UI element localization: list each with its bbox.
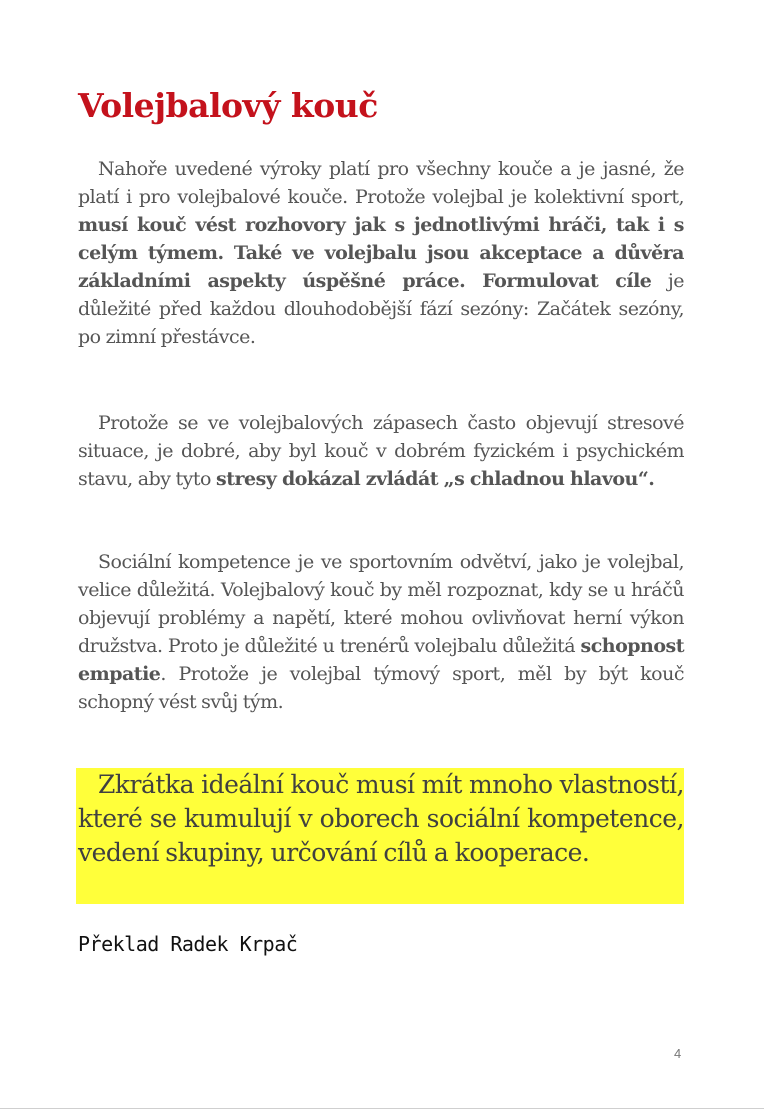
highlighted-summary: Zkrátka ideální kouč musí mít mnoho vlastností, které se kumulují v oborech sociální kompetence, vedení skupiny, určování cílů a kooperace.	[78, 770, 684, 867]
paragraph-3-text-2: . Protože je volejbal týmový sport, měl by být kouč schopný vést svůj tým.	[78, 663, 684, 713]
paragraph-2-text-1: Protože se ve volejbalových zápasech často objevují stresové situace, je dobré, aby byl kouč v dobrém fyzickém i psychickém stavu, aby tyto	[78, 412, 684, 490]
paragraph-1-text-2: je důležité před každou dlouhodobější fází sezóny: Začátek sezóny, po zimní přestávce.	[78, 270, 684, 348]
page-bottom-divider	[0, 1108, 764, 1109]
page-number: 4	[674, 1046, 682, 1061]
paragraph-2	[78, 409, 684, 493]
paragraph-3-bold-text: schopnost empatie	[78, 635, 684, 685]
paragraph-3-text-1: Sociální kompetence je ve sportovním odvětví, jako je volejbal, velice důležitá. Volejbalový kouč by měl rozpoznat, kdy se u hráčů objevují problémy a napětí, které mohou ovlivňovat herní výkon družstva. Proto je důležité u trenérů volejbalu důležitá	[78, 551, 684, 657]
paragraph-1-bold-text: musí kouč vést rozhovory jak s jednotlivými hráči, tak i s celým týmem. Také ve volejbalu jsou akceptace a důvěra základními aspekty úspěšné práce. Formulovat cíle	[78, 214, 684, 292]
paragraph-1	[78, 155, 684, 351]
translation-credit: Překlad Radek Krpač	[78, 932, 298, 956]
paragraph-3	[78, 548, 684, 716]
paragraph-2-bold-text: stresy dokázal zvládát „s chladnou hlavou“.	[216, 468, 655, 490]
page-title: Volejbalový kouč	[78, 86, 378, 125]
paragraph-1-text-1: Nahoře uvedené výroky platí pro všechny kouče a je jasné, že platí i pro volejbalové kouče. Protože volejbal je kolektivní sport,	[78, 158, 684, 208]
